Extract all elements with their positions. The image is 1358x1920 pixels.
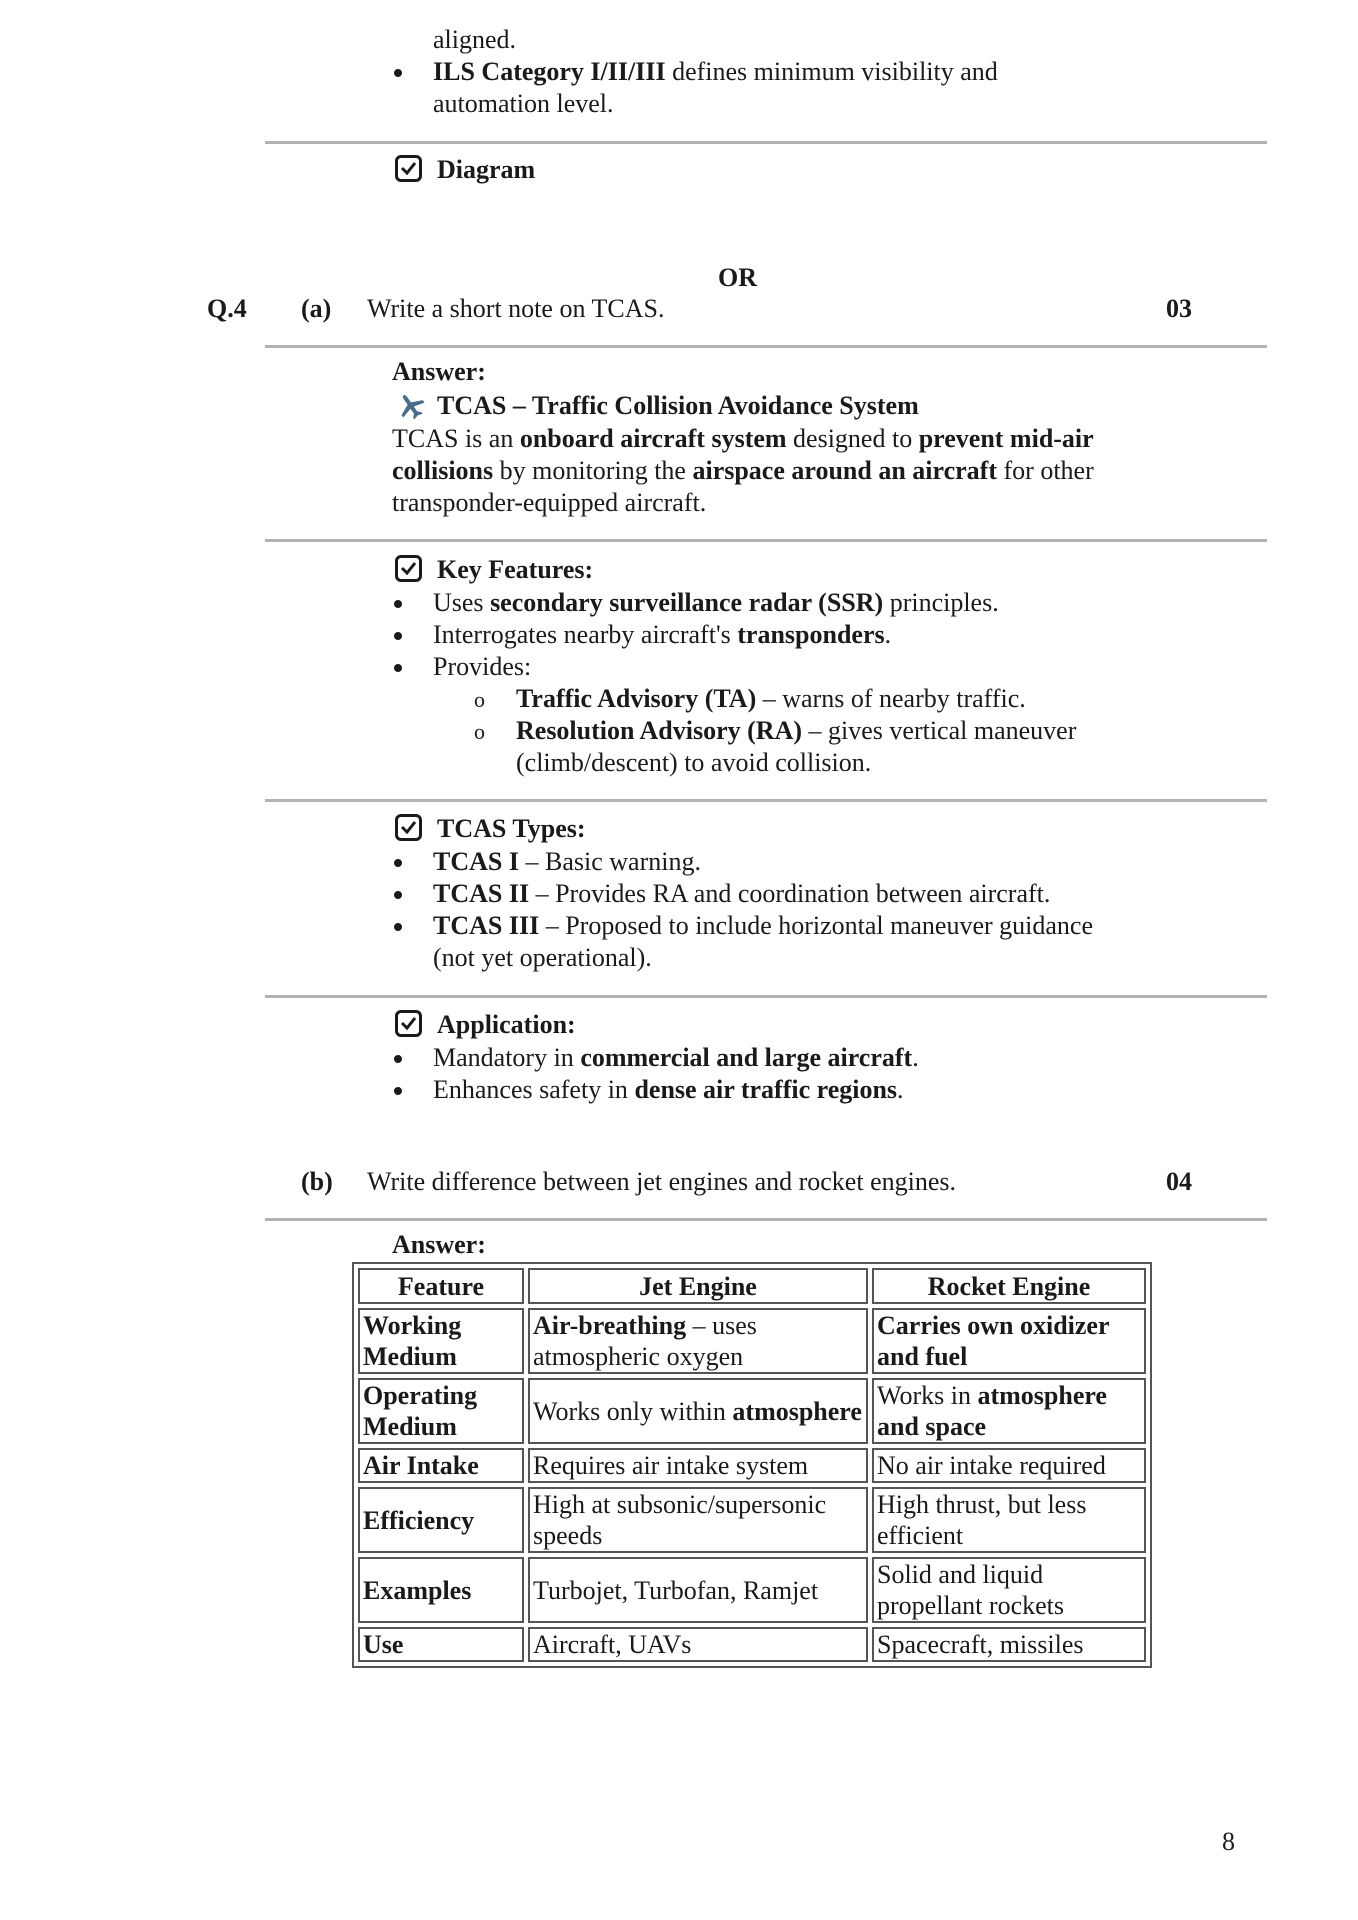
bullet xyxy=(394,1087,402,1095)
feature-subitem: Traffic Advisory (TA) – warns of nearby traffic. xyxy=(516,684,1026,713)
airplane-icon xyxy=(396,392,426,420)
page-number: 8 xyxy=(1222,1827,1235,1856)
table-cell-jet: Works only within atmosphere xyxy=(528,1378,868,1444)
checkbox-icon xyxy=(395,1010,422,1037)
table-cell-rocket: Carries own oxidizer and fuel xyxy=(872,1308,1146,1374)
checkbox-icon xyxy=(395,155,422,182)
table-cell-feature: Use xyxy=(358,1627,524,1662)
bullet xyxy=(394,1055,402,1063)
table-cell-jet: Requires air intake system xyxy=(528,1448,868,1483)
bullet xyxy=(394,600,402,608)
table-row xyxy=(358,1557,1146,1623)
feature-item: Uses secondary surveillance radar (SSR) principles. xyxy=(433,588,999,617)
ils-line-2: automation level. xyxy=(433,89,614,118)
diagram-heading: Diagram xyxy=(437,155,536,184)
subquestion-label-b: (b) xyxy=(301,1167,333,1196)
feature-subitem: Resolution Advisory (RA) – gives vertical maneuver xyxy=(516,716,1077,745)
table-cell-rocket: High thrust, but less efficient xyxy=(872,1487,1146,1553)
question-b-text: Write difference between jet engines and rocket engines. xyxy=(367,1167,956,1196)
marks-b: 04 xyxy=(1166,1167,1192,1196)
type-item: TCAS III – Proposed to include horizontal maneuver guidance xyxy=(433,911,1094,940)
divider xyxy=(265,345,1267,348)
table-header: Feature xyxy=(358,1268,524,1304)
key-features-heading: Key Features: xyxy=(437,555,594,584)
bullet xyxy=(394,664,402,672)
table-header: Jet Engine xyxy=(528,1268,868,1304)
table-cell-rocket: Works in atmosphere and space xyxy=(872,1378,1146,1444)
bullet xyxy=(394,632,402,640)
question-a-text: Write a short note on TCAS. xyxy=(367,294,665,323)
table-cell-rocket: Spacecraft, missiles xyxy=(872,1627,1146,1662)
table-row xyxy=(358,1627,1146,1662)
table-cell-jet: Turbojet, Turbofan, Ramjet xyxy=(528,1557,868,1623)
comparison-table xyxy=(352,1262,1152,1668)
table-header: Rocket Engine xyxy=(872,1268,1146,1304)
table-row xyxy=(358,1487,1146,1553)
tcas-title: TCAS – Traffic Collision Avoidance System xyxy=(437,391,919,420)
table-cell-jet: Air-breathing – uses atmospheric oxygen xyxy=(528,1308,868,1374)
tcas-intro-line-1: TCAS is an onboard aircraft system designed to prevent mid-air xyxy=(392,424,1094,453)
table-cell-feature: Air Intake xyxy=(358,1448,524,1483)
table-cell-rocket: Solid and liquid propellant rockets xyxy=(872,1557,1146,1623)
type-item: TCAS I – Basic warning. xyxy=(433,847,701,876)
divider xyxy=(265,799,1267,802)
marks-a: 03 xyxy=(1166,294,1192,323)
answer-label: Answer: xyxy=(392,357,486,386)
subquestion-label-a: (a) xyxy=(301,294,332,323)
checkbox-icon xyxy=(395,814,422,841)
continued-text: aligned. xyxy=(433,25,517,54)
table-cell-jet: Aircraft, UAVs xyxy=(528,1627,868,1662)
answer-label: Answer: xyxy=(392,1230,486,1259)
tcas-intro-line-3: transponder-equipped aircraft. xyxy=(392,488,707,517)
bullet xyxy=(394,923,402,931)
table-cell-rocket: No air intake required xyxy=(872,1448,1146,1483)
table-cell-feature: Operating Medium xyxy=(358,1378,524,1444)
tcas-types-heading: TCAS Types: xyxy=(437,814,586,843)
tcas-intro-line-2: collisions by monitoring the airspace around an aircraft for other xyxy=(392,456,1094,485)
question-number: Q.4 xyxy=(207,294,247,323)
sub-bullet: o xyxy=(474,719,485,744)
divider xyxy=(265,141,1267,144)
divider xyxy=(265,539,1267,542)
table-row xyxy=(358,1448,1146,1483)
application-item: Mandatory in commercial and large aircraft. xyxy=(433,1043,919,1072)
bullet xyxy=(394,69,402,77)
feature-item: Interrogates nearby aircraft's transponders. xyxy=(433,620,892,649)
bullet xyxy=(394,891,402,899)
table-row xyxy=(358,1378,1146,1444)
application-item: Enhances safety in dense air traffic regions. xyxy=(433,1075,904,1104)
type-item: TCAS II – Provides RA and coordination between aircraft. xyxy=(433,879,1051,908)
table-row xyxy=(358,1308,1146,1374)
or-separator: OR xyxy=(718,263,757,292)
table-cell-feature: Working Medium xyxy=(358,1308,524,1374)
feature-subitem-cont: (climb/descent) to avoid collision. xyxy=(516,748,872,777)
table-cell-jet: High at subsonic/supersonic speeds xyxy=(528,1487,868,1553)
sub-bullet: o xyxy=(474,687,485,712)
divider xyxy=(265,1218,1267,1221)
type-item-cont: (not yet operational). xyxy=(433,943,652,972)
table-cell-feature: Efficiency xyxy=(358,1487,524,1553)
feature-item: Provides: xyxy=(433,652,532,681)
table-header-row xyxy=(358,1268,1146,1304)
ils-line-1: ILS Category I/II/III defines minimum visibility and xyxy=(433,57,998,86)
divider xyxy=(265,995,1267,998)
checkbox-icon xyxy=(395,555,422,582)
table-cell-feature: Examples xyxy=(358,1557,524,1623)
bullet xyxy=(394,859,402,867)
application-heading: Application: xyxy=(437,1010,576,1039)
